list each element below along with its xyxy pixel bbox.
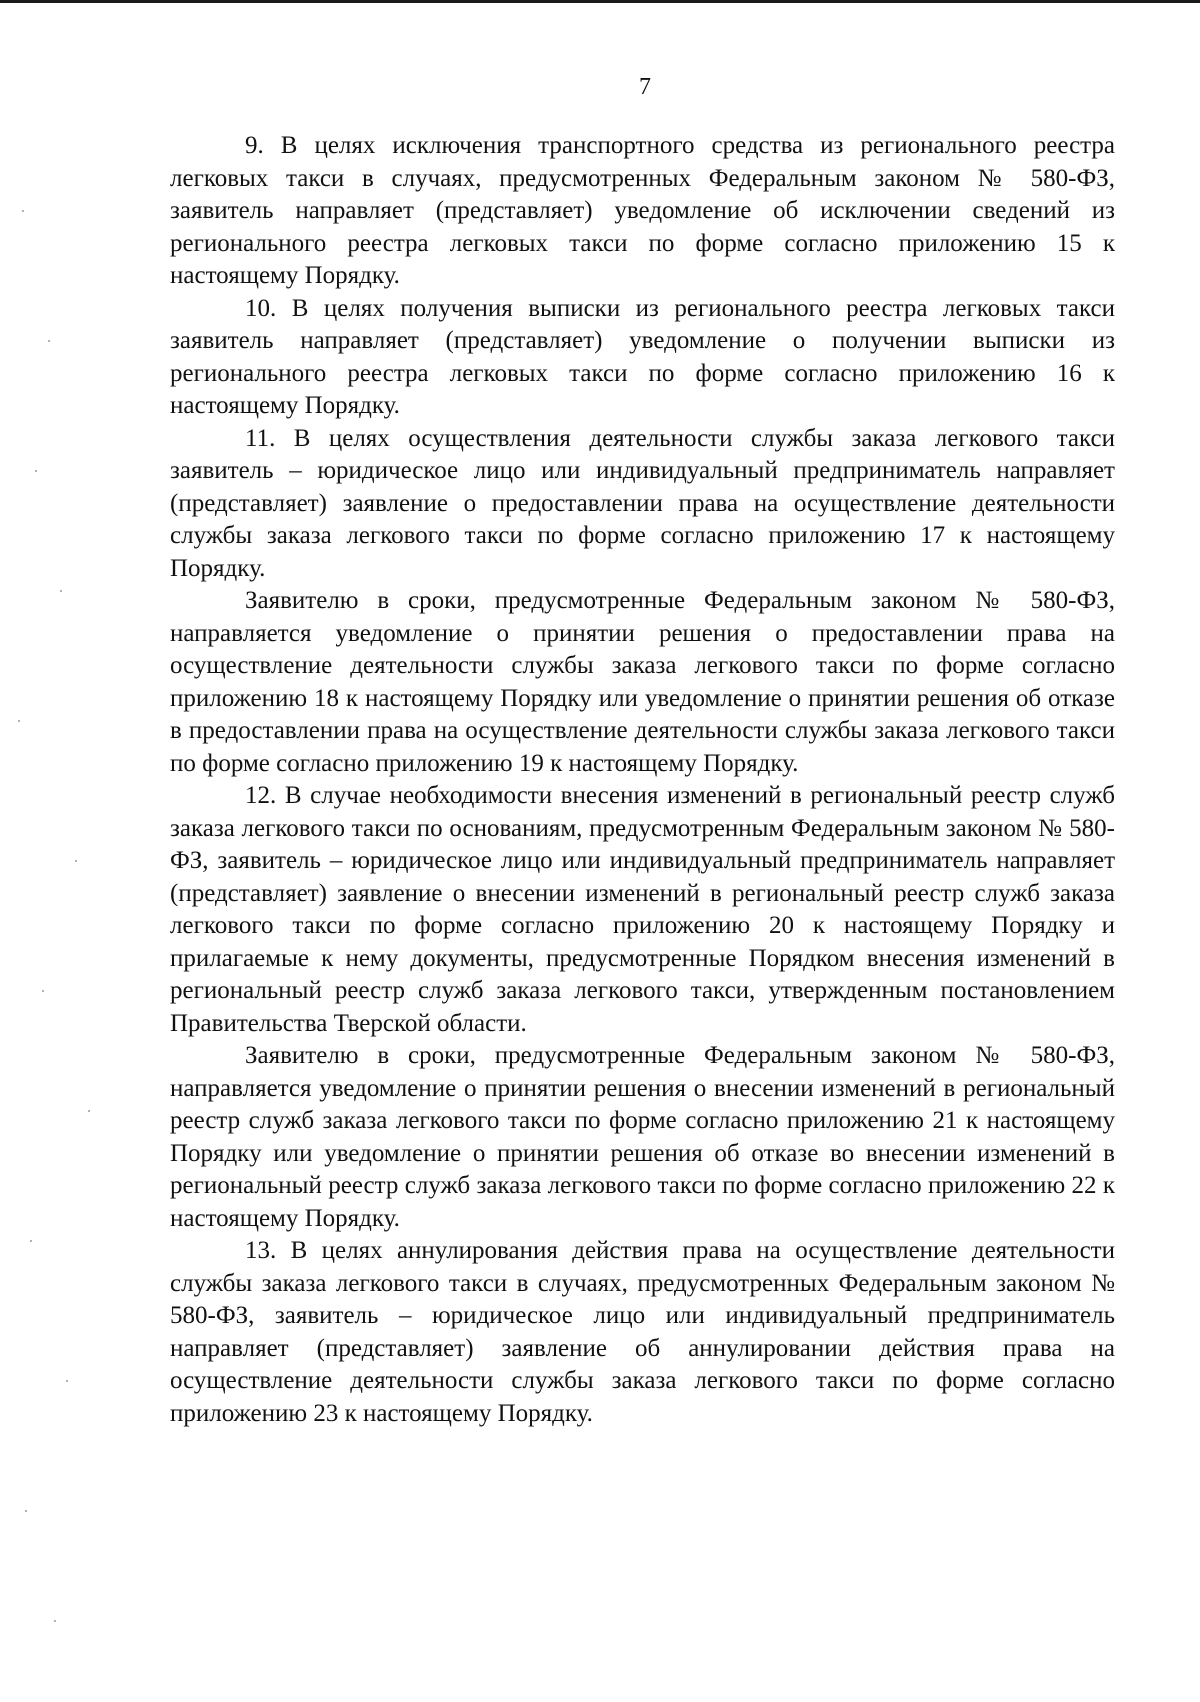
paragraph-10: 10. В целях получения выписки из регионального реестра легковых такси заявитель направляет (представляет) уведомление о получении выписки из регионального реестра легковых такси по форме согласно приложению 16 к настоящему Порядку. xyxy=(170,294,1115,419)
scan-dot xyxy=(88,1110,90,1112)
page-number: 7 xyxy=(639,74,651,100)
scan-dot xyxy=(30,1240,32,1242)
paragraph-11: 11. В целях осуществления деятельности службы заказа легкового такси заявитель – юридическое лицо или индивидуальный предприниматель направляет (представляет) заявление о предоставлении права на осуществление деятельности службы заказа легкового такси по форме согласно приложению 17 к настоящему Порядку. xyxy=(170,424,1115,582)
paragraph-9: 9. В целях исключения транспортного средства из регионального реестра легковых такси в случаях, предусмотренных Федеральным законом № 580-ФЗ, заявитель направляет (представляет) уведомление об исключении сведений из регионального реестра легковых такси по форме согласно приложению 15 к настоящему Порядку. xyxy=(170,132,1115,289)
scan-dot xyxy=(42,990,44,992)
scan-top-edge xyxy=(0,0,1200,3)
scan-dot xyxy=(18,720,20,722)
scan-dot xyxy=(25,1510,27,1512)
scan-dot xyxy=(66,1380,68,1382)
scan-dot xyxy=(48,340,50,342)
scan-dot xyxy=(35,470,37,472)
scan-dot xyxy=(22,210,24,212)
paragraph-11-notice: Заявителю в сроки, предусмотренные Федеральным законом № 580-ФЗ, направляется уведомление о принятии решения о предоставлении права на осуществление деятельности службы заказа легкового такси по форме согласно приложению 18 к настоящему Порядку или уведомление о принятии решения об отказе в предоставлении права на осуществление деятельности службы заказа легкового такси по форме согласно приложению 19 к настоящему Порядку. xyxy=(170,587,1115,777)
document-body xyxy=(170,130,1115,1430)
paragraph-12-notice: Заявителю в сроки, предусмотренные Федеральным законом № 580-ФЗ, направляется уведомление о принятии решения о внесении изменений в региональный реестр служб заказа легкового такси по форме согласно приложению 21 к настоящему Порядку или уведомление о принятии решения об отказе во внесении изменений в региональный реестр служб заказа легкового такси по форме согласно приложению 22 к настоящему Порядку. xyxy=(170,1042,1115,1232)
paragraph-13: 13. В целях аннулирования действия права на осуществление деятельности службы заказа легкового такси в случаях, предусмотренных Федеральным законом № 580-ФЗ, заявитель – юридическое лицо или индивидуальный предприниматель направляет (представляет) заявление об аннулировании действия права на осуществление деятельности службы заказа легкового такси по форме согласно приложению 23 к настоящему Порядку. xyxy=(170,1237,1115,1427)
paragraph-12: 12. В случае необходимости внесения изменений в региональный реестр служб заказа легкового такси по основаниям, предусмотренным Федеральным законом № 580-ФЗ, заявитель – юридическое лицо или индивидуальный предприниматель направляет (представляет) заявление о внесении изменений в региональный реестр служб заказа легкового такси по форме согласно приложению 20 к настоящему Порядку и прилагаемые к нему документы, предусмотренные Порядком внесения изменений в региональный реестр служб заказа легкового такси, утвержденным постановлением Правительства Тверской области. xyxy=(170,782,1115,1037)
scan-dot xyxy=(54,1620,56,1622)
scan-dot xyxy=(60,590,62,592)
scan-dot xyxy=(75,860,77,862)
